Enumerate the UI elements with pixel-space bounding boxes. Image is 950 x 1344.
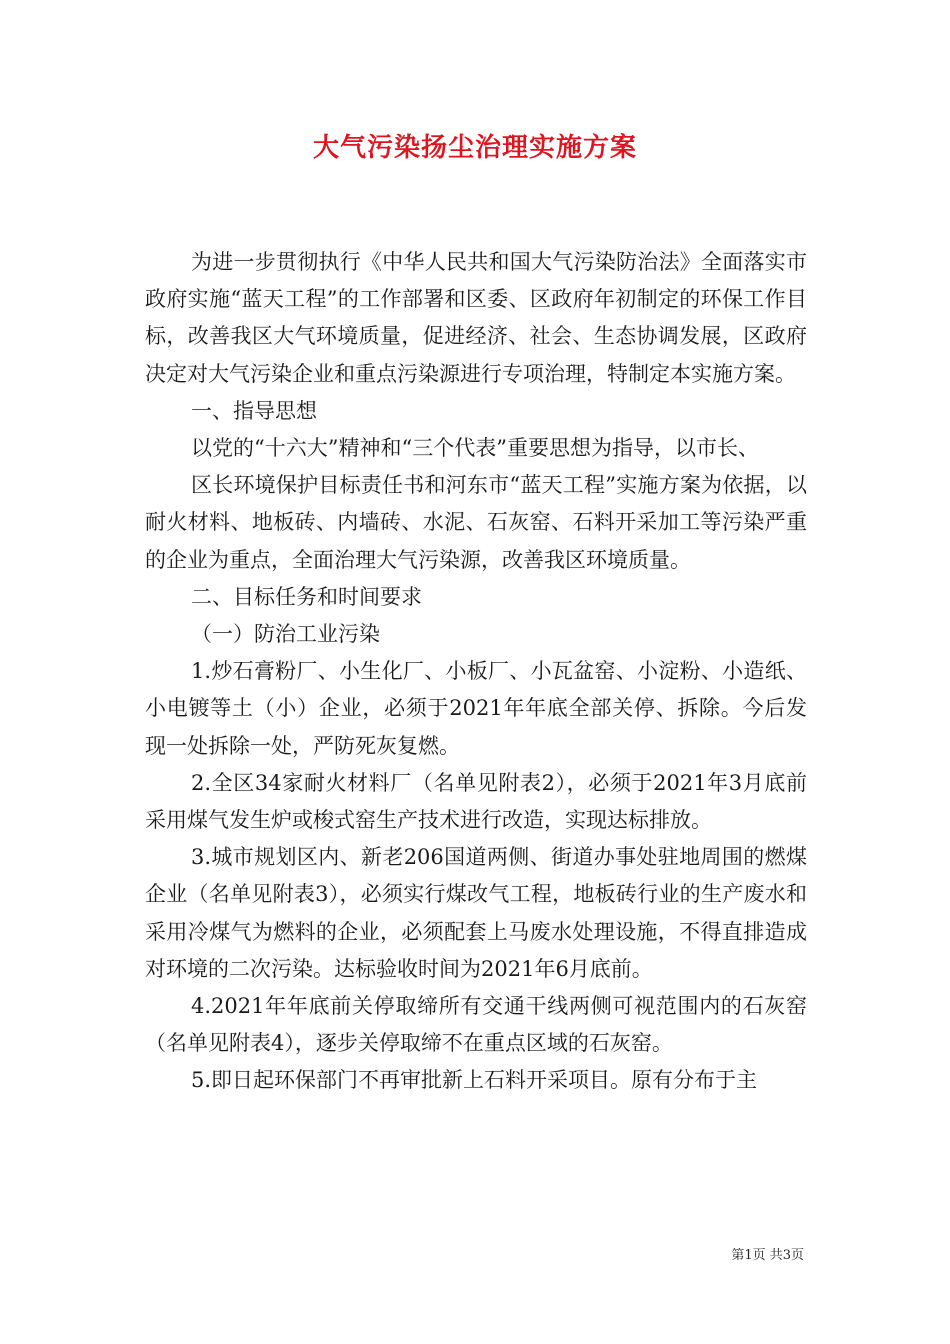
- subsection-heading-industrial: （一）防治工业污染: [191, 622, 380, 647]
- paragraph-guiding-ideology: 以党的“十六大”精神和“三个代表”重要思想为指导，以市长、: [191, 436, 759, 461]
- section-heading-targets: 二、目标任务和时间要求: [191, 584, 422, 609]
- list-item-5: 5.即日起环保部门不再审批新上石料开采项目。原有分布于主: [191, 1068, 758, 1093]
- list-item-3: 3.城市规划区内、新老206国道两侧、街道办事处驻地周围的燃煤企业（名单见附表3），必须实行煤改气工程，地板砖行业的生产废水和采用冷煤气为燃料的企业，必须配套上马废水处理设施，不得直排造成对环境的二次污染。达标验收时间为2021年6月底前。: [145, 845, 807, 981]
- list-item-4: 4.2021年年底前关停取缔所有交通干线两侧可视范围内的石灰窑（名单见附表4），逐步关停取缔不在重点区域的石灰窑。: [145, 994, 807, 1056]
- section-heading-guiding-ideology: 一、指导思想: [191, 398, 317, 423]
- document-title: 大气污染扬尘治理实施方案: [312, 133, 637, 163]
- document-body: [145, 244, 807, 1100]
- list-item-2: 2.全区34家耐火材料厂（名单见附表2），必须于2021年3月底前采用煤气发生炉或梭式窑生产技术进行改造，实现达标排放。: [145, 770, 807, 833]
- list-item-1: 1.炒石膏粉厂、小生化厂、小板厂、小瓦盆窑、小淀粉、小造纸、小电镀等土（小）企业，必须于2021年年底全部关停、拆除。今后发现一处拆除一处，严防死灰复燃。: [145, 659, 807, 758]
- paragraph-intro: 为进一步贯彻执行《中华人民共和国大气污染防治法》全面落实市政府实施“蓝天工程”的工作部署和区委、区政府年初制定的环保工作目标，改善我区大气环境质量，促进经济、社会、生态协调发展，区政府决定对大气污染企业和重点污染源进行专项治理，特制定本实施方案。: [145, 250, 807, 386]
- paragraph-guiding-ideology-cont: 区长环境保护目标责任书和河东市“蓝天工程”实施方案为依据，以耐火材料、地板砖、内墙砖、水泥、石灰窑、石料开采加工等污染严重的企业为重点，全面治理大气污染源，改善我区环境质量。: [145, 473, 807, 572]
- page-number: 第1页 共3页: [731, 1248, 804, 1263]
